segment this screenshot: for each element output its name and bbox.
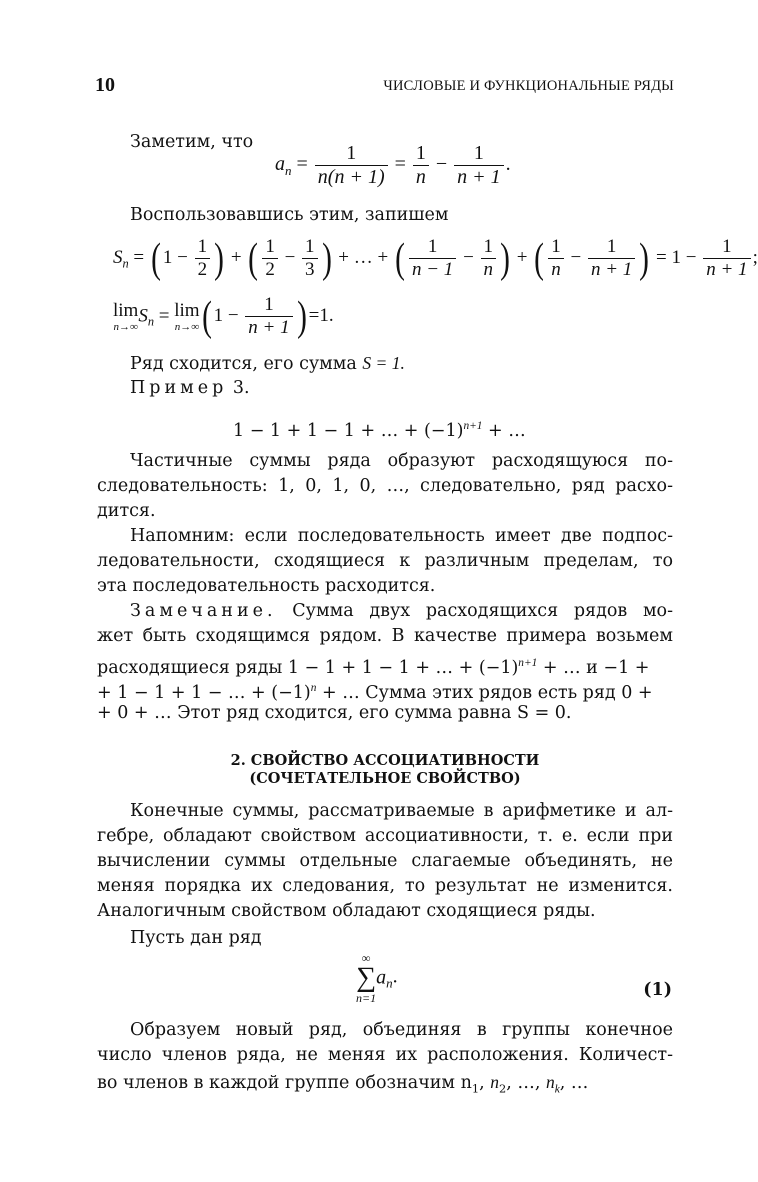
numerator: 1 bbox=[245, 294, 292, 317]
formula-an: $a_n$ = $\frac{1}{n(n + 1)}$ = $\frac{1}{n}$ − $\frac{1}{n + 1}$ . bbox=[275, 142, 511, 188]
series-body: 1 − 1 + 1 − 1 + … + (−1) bbox=[233, 420, 464, 441]
sum-lower-limit: n=1 bbox=[356, 991, 377, 1005]
denominator: 2 bbox=[197, 259, 208, 280]
numerator: 1 bbox=[481, 236, 497, 259]
fraction bbox=[245, 294, 292, 339]
symbol-n: n bbox=[147, 314, 155, 329]
denominator: n bbox=[551, 259, 561, 280]
series-tail: + … bbox=[482, 420, 526, 441]
subscript: k bbox=[554, 1083, 560, 1096]
example-label: Пример bbox=[130, 378, 228, 398]
fraction bbox=[409, 236, 456, 281]
symbol-a: a bbox=[275, 153, 285, 176]
ellipsis: + … + bbox=[338, 246, 389, 268]
converges-value: S = 1. bbox=[362, 353, 405, 373]
fraction bbox=[548, 236, 564, 281]
numerator: 1 bbox=[409, 236, 456, 259]
paragraph-line: жет быть сходящимся рядом. В качестве примера возьмем bbox=[97, 626, 673, 646]
running-title: ЧИСЛОВЫЕ И ФУНКЦИОНАЛЬНЫЕ РЯДЫ bbox=[383, 78, 674, 94]
term: 1 bbox=[671, 246, 682, 268]
denominator: n + 1 bbox=[706, 259, 748, 280]
fraction bbox=[413, 142, 429, 189]
paragraph-line: эта последовательность расходится. bbox=[97, 576, 436, 596]
symbol-n: n bbox=[546, 1072, 555, 1092]
equation-number: (1) bbox=[643, 980, 672, 1000]
group-text: во членов в каждой группе обозначим n bbox=[97, 1073, 472, 1093]
paragraph-line: Образуем новый ряд, объединяя в группы конечное bbox=[130, 1020, 673, 1040]
fraction bbox=[195, 236, 211, 281]
remark-exponent: n bbox=[310, 682, 317, 694]
denominator: n − 1 bbox=[411, 259, 454, 280]
eq-sign: = bbox=[296, 153, 308, 176]
fraction bbox=[315, 142, 388, 189]
formula-sum: ∞ ∑ n=1 $a_n$. bbox=[356, 951, 398, 1005]
remark-text: + 1 − 1 + 1 − … + (−1) bbox=[97, 682, 311, 703]
remark-line bbox=[130, 601, 673, 626]
series-exponent: n+1 bbox=[463, 420, 483, 432]
paragraph-line: + 0 + … Этот ряд сходится, его сумма равна S = 0. bbox=[97, 703, 572, 723]
section-subtitle: (СОЧЕТАТЕЛЬНОЕ СВОЙСТВО) bbox=[249, 770, 521, 787]
numerator: 1 bbox=[315, 142, 388, 166]
term: 1 bbox=[319, 304, 329, 326]
denominator: n + 1 bbox=[248, 317, 290, 338]
lim-operator: lim bbox=[113, 300, 139, 321]
remark-text: + … и −1 + bbox=[537, 657, 650, 678]
group-line: во членов в каждой группе обозначим $n_1$, $n_2$, …, $n_k$, … bbox=[97, 1072, 589, 1096]
symbol-a: a bbox=[376, 966, 387, 989]
plus-sign: + bbox=[516, 246, 528, 268]
plus-sign: + bbox=[230, 246, 242, 268]
remark-exponent: n+1 bbox=[518, 657, 538, 669]
numerator: 1 bbox=[302, 236, 318, 259]
numerator: 1 bbox=[262, 236, 278, 259]
paragraph-line: гебре, обладают свойством ассоциативности, т. е. если при bbox=[97, 826, 673, 846]
subscript: 2 bbox=[499, 1081, 507, 1096]
denominator: n + 1 bbox=[457, 166, 501, 188]
minus-sign: − bbox=[435, 153, 448, 176]
remark-text: + … Сумма этих рядов есть ряд 0 + bbox=[316, 682, 653, 703]
formula-sn: $S_n$ = ( 1 − $\frac{1}{2}$ ) + ( $\frac{1}{2}$ − $\frac{1}{3}$ ) + … + ( $\frac{1}{n - 1}$ − $\frac{1}{n}$ ) + ( $\frac{1}{n}$ − $\frac{1}{n + 1}$ ) = 1 − $\frac{1}{n + 1}$ ; bbox=[113, 235, 758, 282]
lim-subscript: n→∞ bbox=[174, 321, 200, 333]
numerator: 1 bbox=[588, 236, 635, 259]
term: 1 bbox=[162, 246, 173, 268]
text-converges bbox=[130, 351, 405, 377]
denominator: n(n + 1) bbox=[317, 166, 385, 188]
denominator: n bbox=[415, 166, 426, 188]
remark-text: расходящиеся ряды 1 − 1 + 1 − 1 + … + (−1) bbox=[97, 657, 519, 678]
page-number: 10 bbox=[95, 74, 115, 96]
symbol-S: S bbox=[138, 305, 148, 327]
paragraph-line: меняя порядка их следования, то результат не изменится. bbox=[97, 876, 673, 896]
paragraph-line: дится. bbox=[97, 501, 156, 521]
eq-sign: = bbox=[656, 246, 667, 268]
numerator: 1 bbox=[454, 142, 504, 166]
paragraph-line: число членов ряда, не меняя их расположения. Количест- bbox=[97, 1045, 673, 1065]
sum-upper-limit: ∞ bbox=[361, 951, 371, 965]
example-heading bbox=[130, 376, 250, 401]
example-number: 3. bbox=[232, 378, 250, 398]
minus-sign: − bbox=[570, 246, 582, 268]
paragraph-line: вычислении суммы отдельные слагаемые объединять, не bbox=[97, 851, 673, 871]
denominator: 2 bbox=[265, 259, 275, 280]
denominator: 3 bbox=[305, 259, 315, 280]
minus-sign: − bbox=[463, 246, 474, 268]
paragraph-line: Частичные суммы ряда образуют расходящуюся по- bbox=[130, 451, 673, 471]
text-given: Пусть дан ряд bbox=[130, 928, 262, 948]
lim-operator: lim bbox=[174, 300, 200, 321]
lim-subscript: n→∞ bbox=[113, 321, 138, 333]
fraction bbox=[588, 236, 635, 281]
fraction bbox=[262, 236, 278, 281]
eq-sign: = bbox=[308, 304, 320, 326]
numerator: 1 bbox=[195, 236, 211, 259]
eq-sign: = bbox=[133, 246, 145, 268]
section-title: 2. СВОЙСТВО АССОЦИАТИВНОСТИ bbox=[230, 752, 540, 769]
minus-sign: − bbox=[685, 246, 697, 268]
denominator: n + 1 bbox=[590, 259, 633, 280]
eq-sign: = bbox=[394, 153, 406, 176]
paragraph-line: Конечные суммы, рассматриваемые в арифметике и ал- bbox=[130, 801, 673, 821]
paragraph-line: ледовательности, сходящиеся к различным пределам, то bbox=[97, 551, 673, 571]
numerator: 1 bbox=[703, 236, 750, 259]
formula-series3 bbox=[233, 414, 526, 444]
symbol-n: n bbox=[122, 256, 129, 271]
fraction bbox=[454, 142, 504, 189]
symbol-n: n bbox=[285, 163, 292, 179]
group-tail: , … bbox=[559, 1073, 589, 1093]
symbol-S: S bbox=[113, 246, 123, 268]
minus-sign: − bbox=[284, 246, 296, 268]
remark-text: Сумма двух расходящихся рядов мо- bbox=[292, 601, 673, 621]
sigma-symbol: ∑ bbox=[356, 962, 377, 993]
subscript: 1 bbox=[471, 1081, 480, 1096]
paragraph-line: Напомним: если последовательность имеет две подпос- bbox=[130, 526, 673, 546]
term: 1 bbox=[213, 304, 224, 326]
symbol-n: n bbox=[490, 1072, 499, 1092]
text-using: Воспользовавшись этим, запишем bbox=[130, 205, 449, 225]
minus-sign: − bbox=[177, 246, 188, 268]
formula-lim: lim n→∞ $S_n$ = lim n→∞ ( 1 − $\frac{1}{n + 1}$ ) =1. bbox=[113, 293, 334, 340]
text-noting: Заметим, что bbox=[130, 132, 254, 152]
minus-sign: − bbox=[227, 304, 239, 326]
symbol-n: n bbox=[386, 975, 393, 991]
numerator: 1 bbox=[413, 142, 429, 166]
fraction bbox=[302, 236, 318, 281]
paragraph-line: следовательность: 1, 0, 1, 0, …, следовательно, ряд расхо- bbox=[97, 476, 673, 496]
converges-label: Ряд сходится, его сумма bbox=[130, 354, 357, 374]
eq-sign: = bbox=[158, 305, 170, 327]
numerator: 1 bbox=[548, 236, 564, 259]
fraction bbox=[703, 236, 750, 281]
remark-label: Замечание. bbox=[130, 601, 277, 621]
fraction bbox=[481, 236, 497, 281]
paragraph-line: Аналогичным свойством обладают сходящиеся ряды. bbox=[97, 901, 596, 921]
denominator: n bbox=[483, 259, 494, 280]
